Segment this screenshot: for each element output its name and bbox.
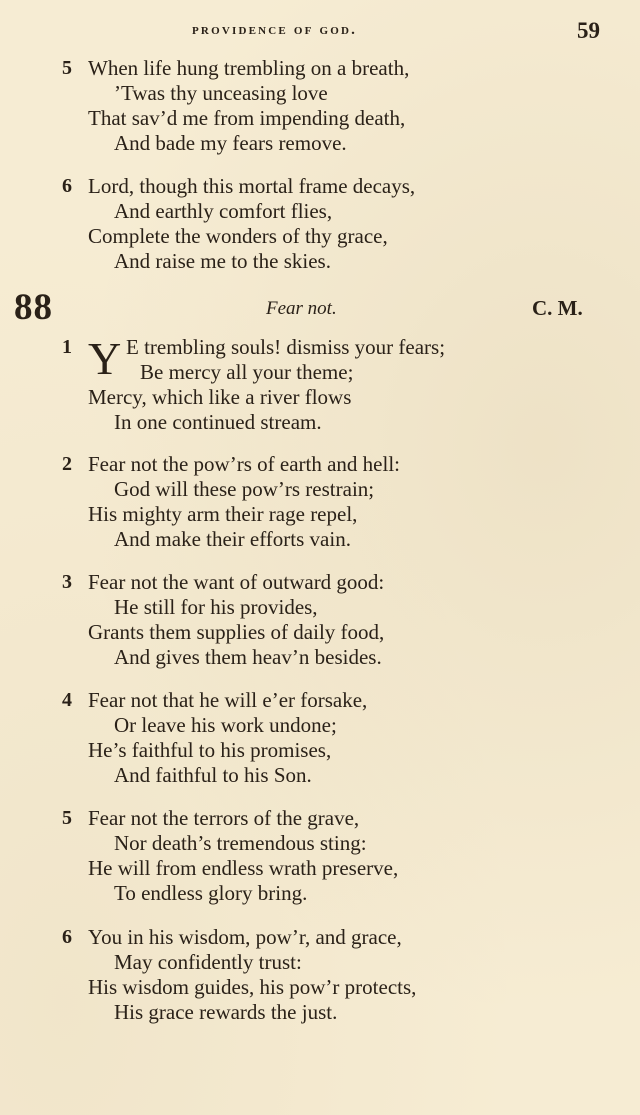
- stanza-line: [62, 950, 602, 975]
- page-number: 59: [577, 18, 600, 43]
- stanza-87-6: [62, 174, 602, 274]
- stanza-line: [62, 81, 602, 106]
- drop-cap: Y: [88, 333, 122, 384]
- verse-line: His mighty arm their rage repel,: [88, 502, 358, 526]
- verse-line: And earthly comfort flies,: [114, 199, 333, 223]
- stanza-line: [62, 174, 602, 199]
- stanza-line: [62, 620, 602, 645]
- stanza-line: [62, 527, 602, 552]
- running-head: [0, 18, 640, 44]
- stanza-number: 2: [62, 453, 72, 475]
- stanza-88-1: [62, 335, 602, 435]
- stanza-line: [62, 410, 602, 435]
- stanza-88-4: [62, 688, 602, 788]
- verse-line: That sav’d me from impending death,: [88, 106, 406, 130]
- verse-line: Complete the wonders of thy grace,: [88, 224, 388, 248]
- verse-line: To endless glory bring.: [114, 881, 308, 905]
- stanza-87-5: [62, 56, 602, 156]
- stanza-88-2: [62, 452, 602, 552]
- stanza-line: [62, 925, 602, 950]
- verse-line: May confidently trust:: [114, 950, 302, 974]
- stanza-line: [62, 856, 602, 881]
- verse-line: And bade my fears remove.: [114, 131, 347, 155]
- verse-line: Fear not the terrors of the grave,: [88, 806, 360, 830]
- stanza-line: [62, 645, 602, 670]
- verse-line: He still for his provides,: [114, 595, 318, 619]
- verse-line: In one continued stream.: [114, 410, 322, 434]
- stanza-line: [62, 738, 602, 763]
- stanza-line: [62, 131, 602, 156]
- stanza-line: [62, 688, 602, 713]
- stanza-line: [62, 385, 602, 410]
- hymn-meter: C. M.: [532, 296, 583, 320]
- stanza-line: [62, 452, 602, 477]
- stanza-number: 5: [62, 57, 72, 79]
- hymn-header: [0, 286, 640, 326]
- stanza-line: [62, 477, 602, 502]
- verse-line: Fear not that he will e’er forsake,: [88, 688, 368, 712]
- verse-line: His wisdom guides, his pow’r protects,: [88, 975, 417, 999]
- stanza-line: [62, 713, 602, 738]
- stanza-line: [62, 831, 602, 856]
- verse-line: And faithful to his Son.: [114, 763, 312, 787]
- stanza-88-3: [62, 570, 602, 670]
- verse-line: Or leave his work undone;: [114, 713, 337, 737]
- stanza-line: [62, 975, 602, 1000]
- verse-line: When life hung trembling on a breath,: [88, 56, 410, 80]
- stanza-line: [62, 199, 602, 224]
- hymn-number: 88: [14, 287, 53, 328]
- stanza-88-5: [62, 806, 602, 906]
- verse-line: And gives them heav’n besides.: [114, 645, 382, 669]
- stanza-line: [62, 595, 602, 620]
- stanza-line: [62, 249, 602, 274]
- hymn-title: Fear not.: [266, 298, 337, 319]
- stanza-number: 1: [62, 336, 72, 358]
- verse-line: He’s faithful to his promises,: [88, 738, 332, 762]
- stanza-line: [62, 806, 602, 831]
- verse-line: Grants them supplies of daily food,: [88, 620, 385, 644]
- stanza-line: [62, 106, 602, 131]
- stanza-88-6: [62, 925, 602, 1025]
- verse-line: E trembling souls! dismiss your fears;: [126, 335, 446, 359]
- stanza-number: 5: [62, 807, 72, 829]
- stanza-line: [62, 502, 602, 527]
- verse-line: Nor death’s tremendous sting:: [114, 831, 367, 855]
- stanza-number: 4: [62, 689, 72, 711]
- verse-line: Be mercy all your theme;: [140, 360, 354, 384]
- verse-line: Mercy, which like a river flows: [88, 385, 352, 409]
- verse-line: His grace rewards the just.: [114, 1000, 338, 1024]
- stanza-line: [62, 881, 602, 906]
- stanza-line: [62, 763, 602, 788]
- stanza-number: 3: [62, 571, 72, 593]
- stanza-number: 6: [62, 926, 72, 948]
- stanza-line: [62, 360, 602, 385]
- verse-line: You in his wisdom, pow’r, and grace,: [88, 925, 402, 949]
- verse-line: Lord, though this mortal frame decays,: [88, 174, 416, 198]
- verse-line: And make their efforts vain.: [114, 527, 351, 551]
- verse-line: ’Twas thy unceasing love: [114, 81, 328, 105]
- verse-line: And raise me to the skies.: [114, 249, 331, 273]
- verse-line: God will these pow’rs restrain;: [114, 477, 375, 501]
- stanza-line: [62, 56, 602, 81]
- verse-line: Fear not the want of outward good:: [88, 570, 385, 594]
- verse-line: Fear not the pow’rs of earth and hell:: [88, 452, 400, 476]
- running-title: providence of god.: [192, 22, 358, 38]
- stanza-number: 6: [62, 175, 72, 197]
- stanza-line: [62, 1000, 602, 1025]
- stanza-line: [62, 570, 602, 595]
- verse-line: He will from endless wrath preserve,: [88, 856, 399, 880]
- stanza-line: [62, 224, 602, 249]
